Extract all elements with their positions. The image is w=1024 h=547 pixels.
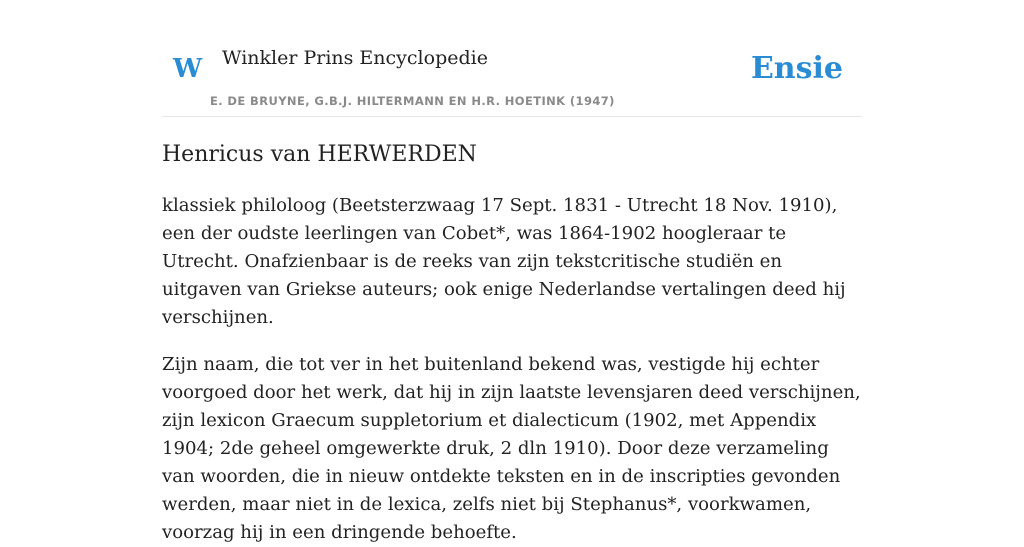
site-title[interactable]: Winkler Prins Encyclopedie <box>222 47 488 69</box>
ensie-logo[interactable]: Ensie <box>750 51 843 86</box>
article-paragraph-2: Zijn naam, die tot ver in het buitenland bekend was, vestigde hij echter voorgoed door het werk, dat hij in zijn laatste levensjaren deed verschijnen, zijn lexicon Graecum suppletorium et dialecticum (1902, met Appendix 1904; 2de geheel omgewerkte druk, 2 dln 1910). Door deze verzameling van woorden, die in nieuw ontdekte teksten en in de inscripties gevonden werden, maar niet in de lexica, zelfs niet bij Stephanus*, voorkwamen, voorzag hij in een dringende behoefte. <box>162 354 861 543</box>
article-paragraph-1: klassiek philoloog (Beetsterzwaag 17 Sept. 1831 - Utrecht 18 Nov. 1910), een der oudste leerlingen van Cobet*, was 1864-1902 hoogleraar te Utrecht. Onafzienbaar is de reeks van zijn tekstcritische studiën en uitgaven van Griekse auteurs; ook enige Nederlandse vertalingen deed hij verschijnen. <box>162 195 846 328</box>
article-title: Henricus van HERWERDEN <box>162 142 477 167</box>
article <box>162 138 862 547</box>
site-header <box>162 0 862 117</box>
winkler-prins-logo[interactable]: W <box>173 54 203 84</box>
edition-authors: E. DE BRUYNE, G.B.J. HILTERMANN EN H.R. HOETINK (1947) <box>210 94 615 108</box>
